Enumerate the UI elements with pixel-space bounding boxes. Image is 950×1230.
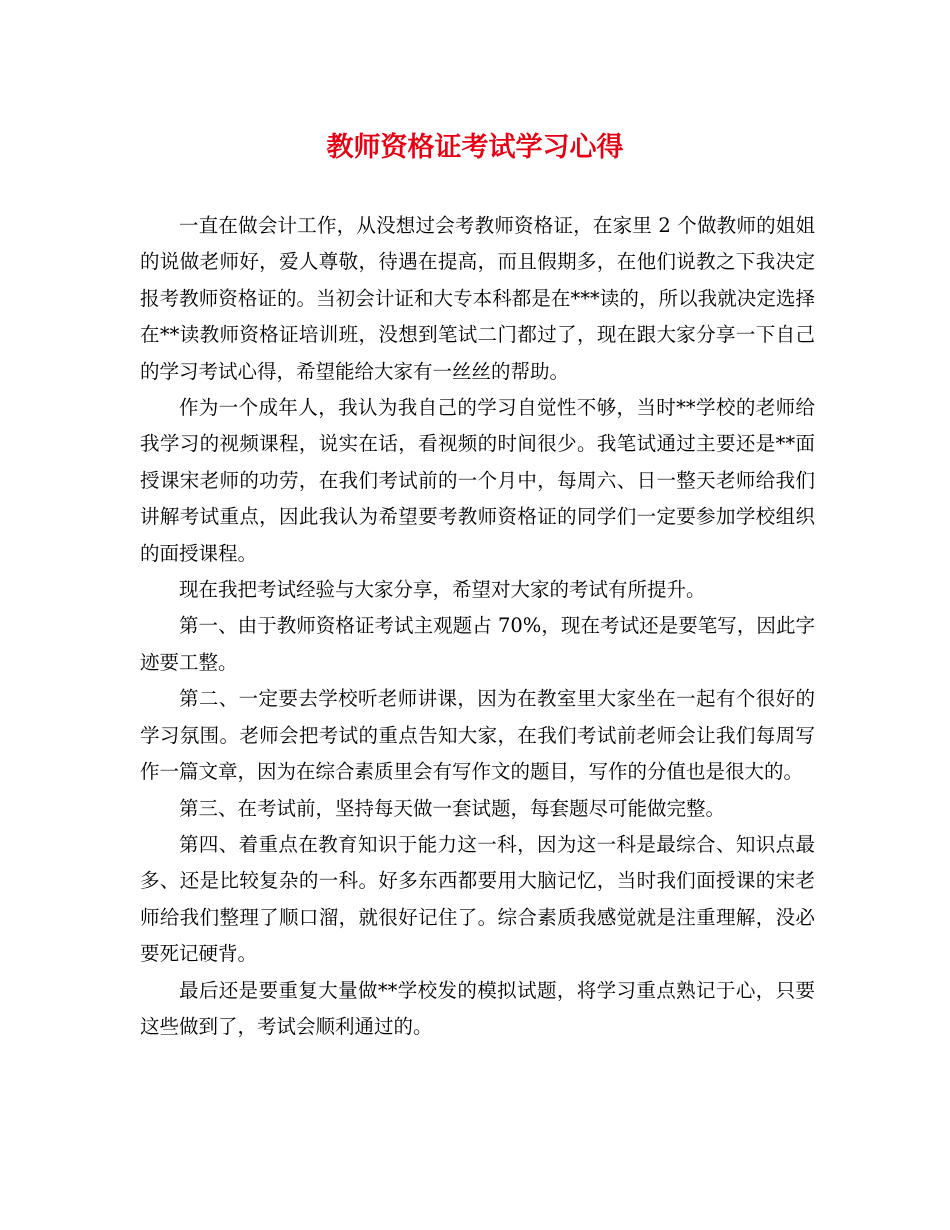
paragraph-tip-1: 第一、由于教师资格证考试主观题占 70%，现在考试还是要笔写，因此字迹要工整。 <box>140 614 815 674</box>
paragraph-intro: 一直在做会计工作，从没想过会考教师资格证，在家里 2 个做教师的姐姐的说做老师好，爱人尊敬，待遇在提高，而且假期多，在他们说教之下我决定报考教师资格证的。当初会计证和大专本科都是在***读的，所以我就决定选择在**读教师资格证培训班，没想到笔试二门都过了，现在跟大家分享一下自己的学习考试心得，希望能给大家有一丝丝的帮助。 <box>140 214 815 383</box>
paragraph-tip-2: 第二、一定要去学校听老师讲课，因为在教室里大家坐在一起有个很好的学习氛围。老师会把考试的重点告知大家，在我们考试前老师会让我们每周写作一篇文章，因为在综合素质里会有写作文的题目，写作的分值也是很大的。 <box>140 687 815 784</box>
document-body <box>140 208 815 1045</box>
paragraph-self-study: 作为一个成年人，我认为我自己的学习自觉性不够，当时**学校的老师给我学习的视频课程，说实在话，看视频的时间很少。我笔试通过主要还是**面授课宋老师的功劳，在我们考试前的一个月中，每周六、日一整天老师给我们讲解考试重点，因此我认为希望要考教师资格证的同学们一定要参加学校组织的面授课程。 <box>140 396 815 565</box>
paragraph-tip-4: 第四、着重点在教育知识于能力这一科，因为这一科是最综合、知识点最多、还是比较复杂的一科。好多东西都要用大脑记忆，当时我们面授课的宋老师给我们整理了顺口溜，就很好记住了。综合素质我感觉就是注重理解，没必要死记硬背。 <box>140 832 815 966</box>
document-title: 教师资格证考试学习心得 <box>326 132 624 163</box>
paragraph-share-experience: 现在我把考试经验与大家分享，希望对大家的考试有所提升。 <box>179 578 706 602</box>
paragraph-tip-3: 第三、在考试前，坚持每天做一套试题，每套题尽可能做完整。 <box>179 796 726 820</box>
paragraph-conclusion: 最后还是要重复大量做**学校发的模拟试题，将学习重点熟记于心，只要这些做到了，考试会顺利通过的。 <box>140 978 815 1038</box>
